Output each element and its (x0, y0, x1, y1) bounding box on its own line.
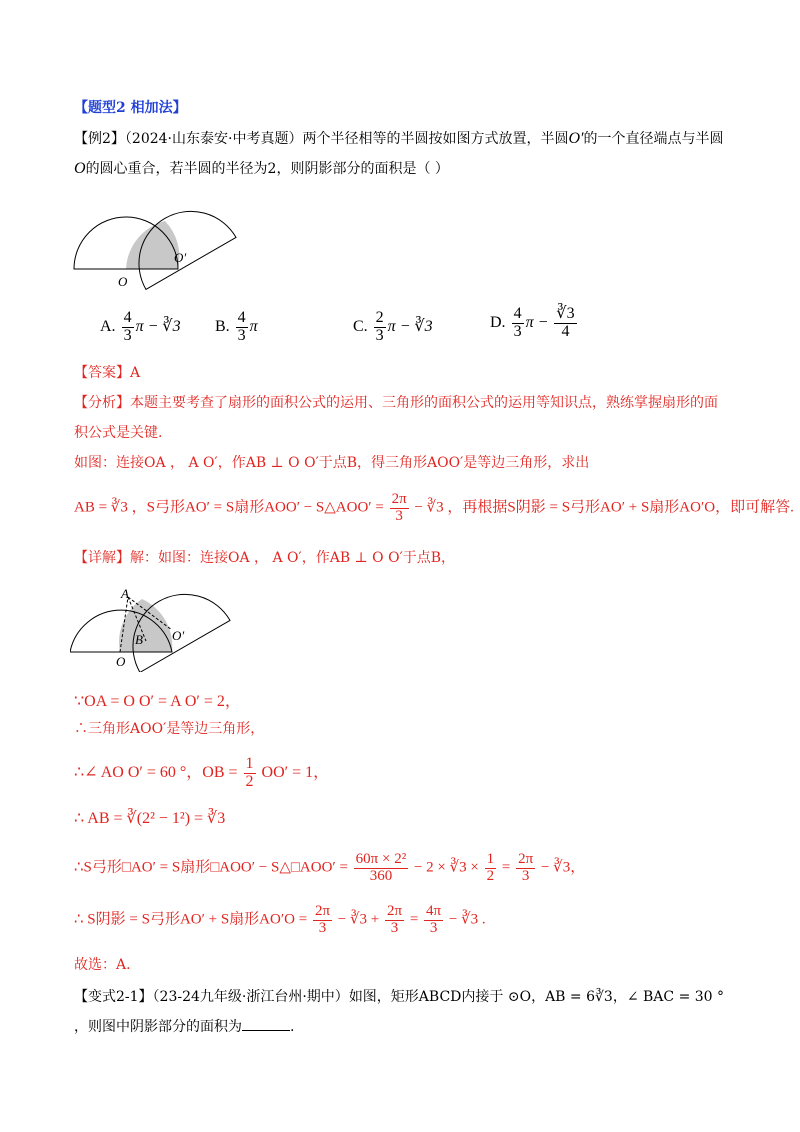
step-6c: = (409, 911, 419, 928)
example-line-1 (74, 128, 724, 148)
step-3-den: 2 (245, 772, 254, 790)
step-5-den2: 2 (486, 867, 495, 884)
o-symbol: O (74, 160, 86, 177)
step-2: ∴三角形AOO′是等边三角形， (74, 721, 265, 737)
step-6-den3: 3 (429, 919, 438, 936)
step-6-den2: 3 (390, 919, 399, 936)
analysis-4-den: 3 (395, 507, 403, 524)
option-a[interactable] (100, 310, 181, 345)
example-line-2 (74, 158, 449, 178)
step-6-num: 2π (314, 903, 331, 919)
example-text-2: 的一个直径端点与半圆 (583, 131, 724, 147)
step-3 (74, 756, 329, 791)
step-5-num: 60π × 2² (355, 851, 407, 867)
figure2-label-o-prime: O′ (172, 628, 185, 643)
variant-text-1: 如图，矩形ABCD内接于 ⊙O，AB = 6∛3，∠ BAC = 30 ° (348, 989, 725, 1005)
step-6-num3: 4π (426, 903, 442, 919)
option-a-letter: A. (100, 317, 116, 335)
answer: 【答案】A (74, 365, 141, 381)
variant-label: 【变式2-1】 (74, 989, 153, 1005)
variant-line-1 (74, 986, 724, 1006)
option-c[interactable] (353, 310, 433, 345)
step-5-num2: 1 (486, 851, 495, 867)
answer-blank[interactable] (242, 1018, 290, 1031)
detail-label: 【详解】 (74, 550, 130, 566)
step-6 (74, 904, 486, 937)
choose-answer: 故选：A. (74, 957, 131, 973)
option-d[interactable] (490, 306, 579, 341)
analysis-text-1: 本题主要考查了扇形的面积公式的运用、三角形的面积公式的运用等知识点，熟练掌握扇形的面 (130, 395, 718, 411)
analysis-line-4 (74, 492, 794, 525)
step-5 (74, 852, 585, 885)
analysis-line-2: 积公式是关键. (74, 425, 163, 441)
variant-source: （23-24九年级·浙江台州·期中） (152, 989, 349, 1005)
figure2-label-o: O (116, 654, 126, 669)
example-source: （2024·山东泰安·中考真题） (124, 131, 303, 147)
option-d-tail: π − (525, 313, 549, 331)
variant-text-2: ，则图中阴影部分的面积为 (74, 1019, 242, 1035)
step-5d: − ∛3， (540, 859, 586, 876)
step-4: ∴ AB = ∛(2² − 1²) = ∛3 (74, 810, 226, 827)
option-b-den: 3 (237, 326, 246, 344)
option-d-num2: ∛3 (556, 305, 575, 322)
option-c-den: 3 (375, 326, 384, 344)
example-text-1: 两个半径相等的半圆按如图方式放置，半圆 (302, 131, 569, 147)
option-d-den2: 4 (561, 322, 570, 340)
figure-2 (70, 582, 240, 672)
step-5b: − 2 × ∛3 × (413, 859, 479, 876)
figure1-label-o: O (118, 274, 128, 289)
example-label: 【例2】 (74, 131, 125, 147)
variant-line-2 (74, 1016, 294, 1036)
option-b[interactable] (215, 310, 258, 345)
analysis-line-1 (74, 392, 718, 412)
step-6d: − ∛3 . (448, 911, 486, 928)
step-6-den: 3 (318, 919, 327, 936)
option-d-num: 4 (513, 305, 522, 322)
section-title: 【题型2 相加法】 (74, 100, 187, 116)
step-3b: OO′ = 1， (261, 763, 330, 781)
variant-end: . (290, 1019, 295, 1035)
option-c-num: 2 (375, 309, 384, 326)
figure-1 (70, 192, 240, 292)
detail-text: 解：如图：连接OA ， A O′，作AB ⊥ O O′于点B， (130, 550, 456, 566)
analysis-label: 【分析】 (74, 395, 130, 411)
example-text-3: 的圆心重合，若半圆的半径为2，则阴影部分的面积是（ ） (85, 161, 449, 177)
analysis-line-3: 如图：连接OA ， A O′，作AB ⊥ O O′于点B，得三角形AOO′是等边三角形，求出 (74, 455, 590, 471)
option-b-tail: π (249, 317, 258, 335)
option-c-tail: π − ∛3 (387, 317, 433, 335)
step-3-num: 1 (245, 755, 254, 772)
step-6a: ∴ S阴影 = S弓形AO′ + S扇形AO′O = (74, 911, 308, 928)
option-a-num: 4 (123, 309, 132, 326)
o-prime-symbol: O′ (568, 130, 584, 147)
step-5c: = (501, 859, 511, 876)
analysis-4b: − ∛3 ，再根据S阴影 = S弓形AO′ + S扇形AO′O，即可解答. (414, 499, 794, 516)
option-b-letter: B. (215, 317, 230, 335)
step-5-den: 360 (369, 867, 393, 884)
option-a-tail: π − ∛3 (135, 317, 181, 335)
option-c-letter: C. (353, 317, 368, 335)
step-6b: − ∛3 + (337, 911, 380, 928)
analysis-4-num: 2π (391, 491, 407, 507)
analysis-4a: AB = ∛3 ，S弓形AO′ = S扇形AOO′ − S△AOO′ = (74, 499, 384, 516)
option-d-letter: D. (490, 313, 506, 331)
detail-line (74, 547, 455, 567)
step-5-den3: 3 (521, 867, 530, 884)
figure2-label-b: B (135, 632, 143, 647)
option-a-den: 3 (123, 326, 132, 344)
step-5-num3: 2π (518, 851, 534, 867)
option-b-num: 4 (237, 309, 246, 326)
option-d-den: 3 (513, 322, 522, 340)
step-3a: ∴∠ AO O′ = 60 °，OB = (74, 763, 238, 781)
step-6-num2: 2π (387, 903, 403, 919)
figure2-label-a: A (121, 586, 129, 601)
step-1: ∵OA = O O′ = A O′ = 2， (74, 693, 241, 710)
step-5a: ∴S弓形□AO′ = S扇形□AOO′ − S△□AOO′ = (74, 859, 348, 876)
figure1-label-o-prime: O′ (174, 250, 187, 265)
